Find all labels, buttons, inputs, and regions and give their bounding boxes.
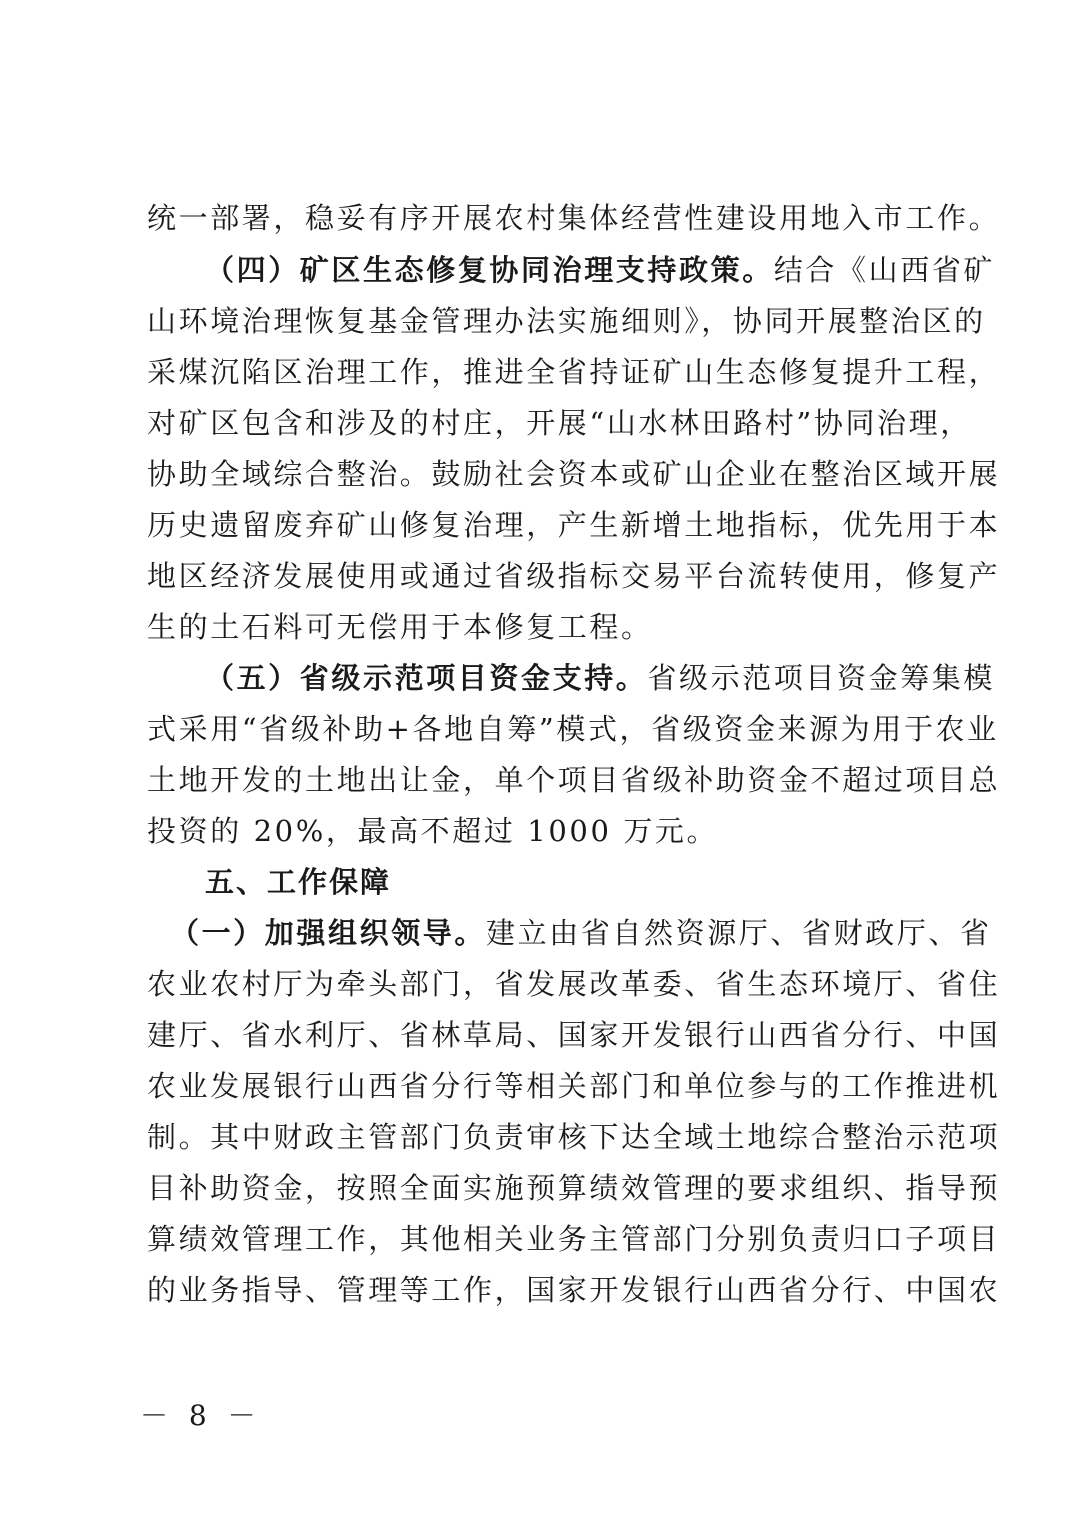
paragraph-text: 结合《山西省矿 xyxy=(773,253,996,287)
paragraph-text: 建立由省自然资源厅、省财政厅、省 xyxy=(486,916,992,950)
paragraph-line: 地区经济发展使用或通过省级指标交易平台流转使用，修复产 xyxy=(147,559,1001,593)
paragraph-line: 土地开发的土地出让金，单个项目省级补助资金不超过项目总 xyxy=(147,763,1001,797)
paragraph-line xyxy=(205,658,995,698)
paragraph-line: 农业发展银行山西省分行等相关部门和单位参与的工作推进机 xyxy=(147,1069,1001,1103)
paragraph-line: 算绩效管理工作，其他相关业务主管部门分别负责归口子项目 xyxy=(147,1222,1001,1256)
paragraph-line: 制。其中财政主管部门负责审核下达全域土地综合整治示范项 xyxy=(147,1120,1001,1154)
section-heading: 五、工作保障 xyxy=(205,865,392,899)
paragraph-line: 投资的 20%，最高不超过 1000 万元。 xyxy=(147,814,719,848)
paragraph-text: 省级示范项目资金筹集模 xyxy=(647,661,996,695)
paragraph-line: 生的土石料可无偿用于本修复工程。 xyxy=(147,610,653,644)
paragraph-line: 建厅、省水利厅、省林草局、国家开发银行山西省分行、中国 xyxy=(147,1018,1001,1052)
paragraph-title: （一）加强组织领导。 xyxy=(170,916,487,950)
paragraph-line: 协助全域综合整治。鼓励社会资本或矿山企业在整治区域开展 xyxy=(147,457,1001,491)
paragraph-line: 目补助资金，按照全面实施预算绩效管理的要求组织、指导预 xyxy=(147,1171,1001,1205)
paragraph-line: 对矿区包含和涉及的村庄，开展“山水林田路村”协同治理， xyxy=(147,406,972,440)
paragraph-line: 的业务指导、管理等工作，国家开发银行山西省分行、中国农 xyxy=(147,1273,1001,1307)
paragraph-line: 统一部署，稳妥有序开展农村集体经营性建设用地入市工作。 xyxy=(147,201,1001,235)
paragraph-line: 山环境治理恢复基金管理办法实施细则》，协同开展整治区的 xyxy=(147,304,986,338)
paragraph-line: 农业农村厅为牵头部门，省发展改革委、省生态环境厅、省住 xyxy=(147,967,1001,1001)
paragraph-line: 式采用“省级补助+各地自筹”模式，省级资金来源为用于农业 xyxy=(147,712,999,746)
paragraph-line: 采煤沉陷区治理工作，推进全省持证矿山生态修复提升工程， xyxy=(147,355,1001,389)
paragraph-line xyxy=(170,913,992,953)
paragraph-title: （四）矿区生态修复协同治理支持政策。 xyxy=(205,253,774,287)
paragraph-title: （五）省级示范项目资金支持。 xyxy=(205,661,648,695)
paragraph-line: 历史遗留废弃矿山修复治理，产生新增土地指标，优先用于本 xyxy=(147,508,1001,542)
page-number: － 8 － xyxy=(140,1399,262,1432)
paragraph-line xyxy=(205,250,995,290)
